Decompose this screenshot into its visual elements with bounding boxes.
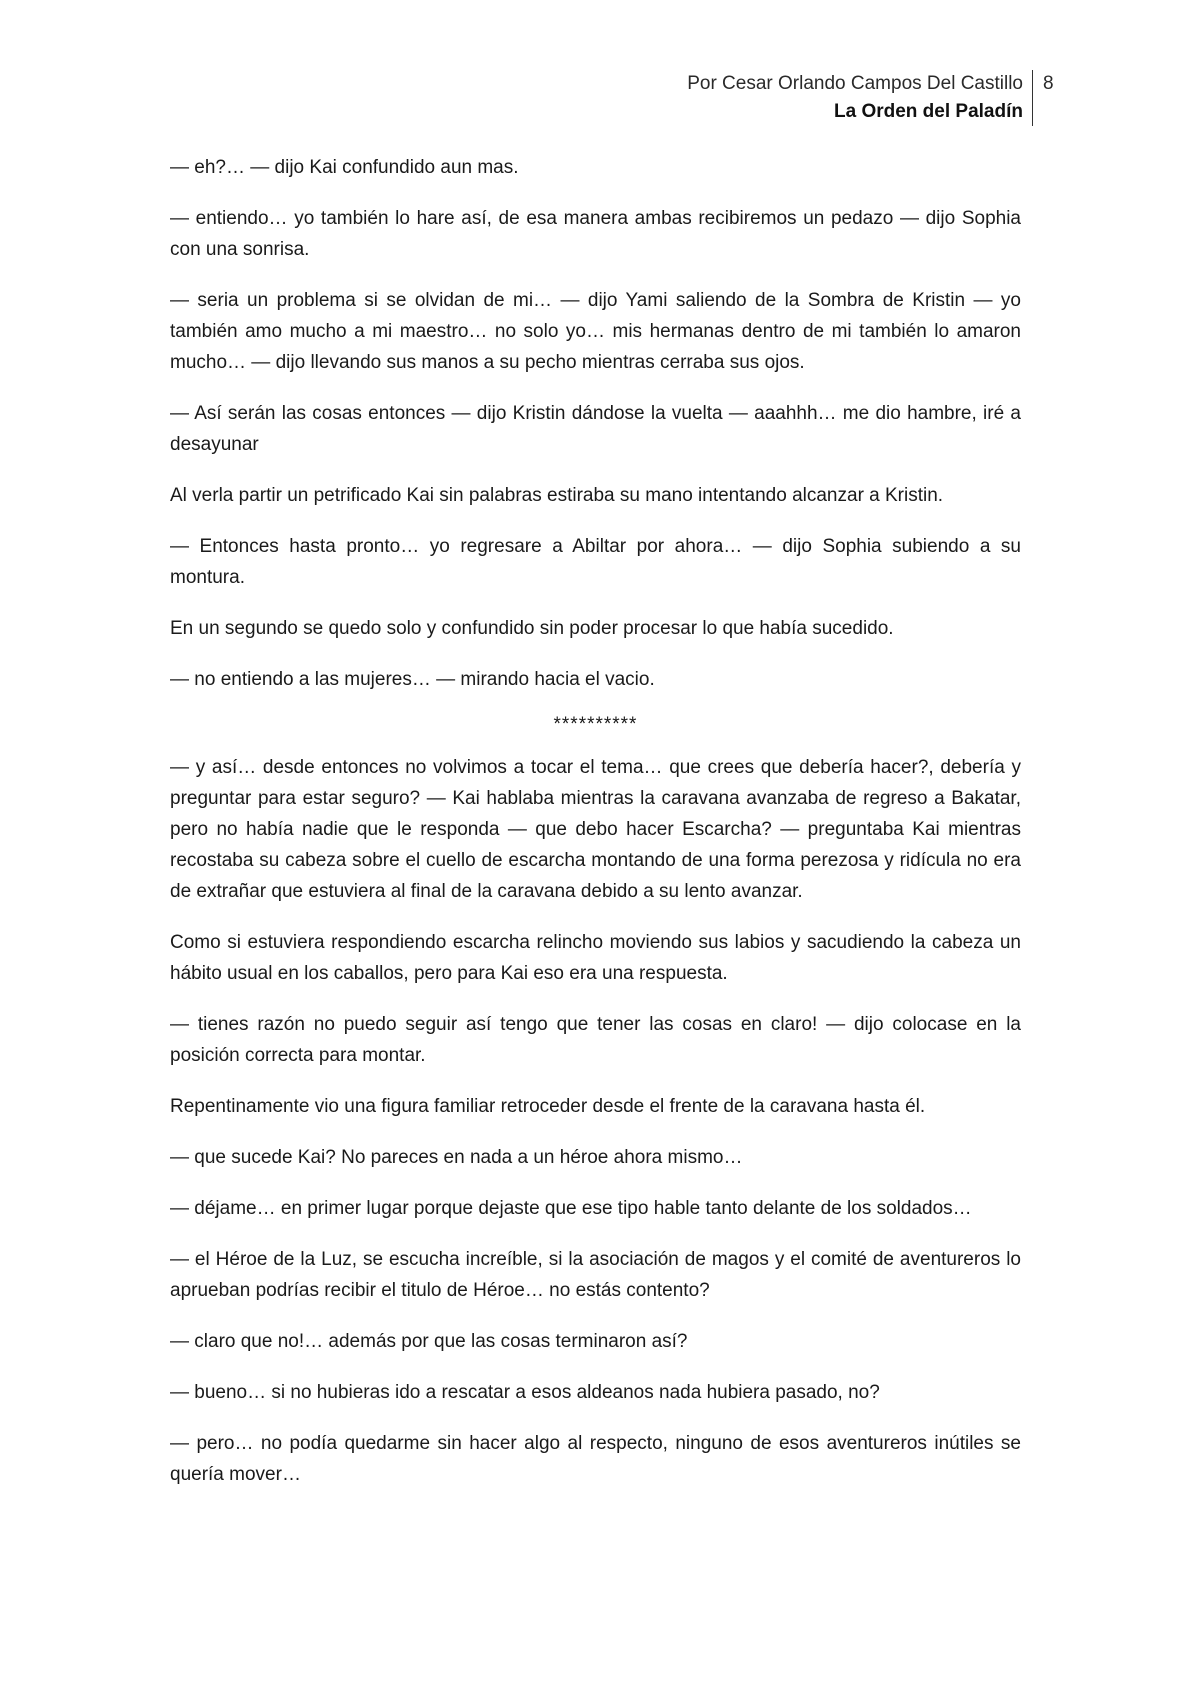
paragraph: — entiendo… yo también lo hare así, de esa manera ambas recibiremos un pedazo — dijo Sophia con una sonrisa.	[170, 208, 1021, 260]
paragraph: En un segundo se quedo solo y confundido sin poder procesar lo que había sucedido.	[170, 618, 894, 639]
paragraph: — claro que no!… además por que las cosas terminaron así?	[170, 1331, 688, 1352]
paragraph: — déjame… en primer lugar porque dejaste que ese tipo hable tanto delante de los soldados…	[170, 1198, 972, 1219]
paragraph: — y así… desde entonces no volvimos a tocar el tema… que crees que debería hacer?, debería y preguntar para estar seguro? — Kai hablaba mientras la caravana avanzaba de regreso a Bakatar, pero no había nadie que le responda — que debo hacer Escarcha? — preguntaba Kai mientras recostaba su cabeza sobre el cuello de escarcha montando de una forma perezosa y ridícula no era de extrañar que estuviera al final de la caravana debido a su lento avanzar.	[170, 757, 1021, 902]
paragraph: — pero… no podía quedarme sin hacer algo al respecto, ninguno de esos aventureros inútiles se quería mover…	[170, 1433, 1021, 1485]
header-author: Por Cesar Orlando Campos Del Castillo	[687, 73, 1023, 94]
paragraph: — eh?… — dijo Kai confundido aun mas.	[170, 157, 519, 178]
paragraph: — seria un problema si se olvidan de mi… — dijo Yami saliendo de la Sombra de Kristin — yo también amo mucho a mi maestro… no solo yo… mis hermanas dentro de mi también lo amaron mucho… — dijo llevando sus manos a su pecho mientras cerraba sus ojos.	[170, 290, 1021, 373]
paragraph: — no entiendo a las mujeres… — mirando hacia el vacio.	[170, 669, 655, 690]
running-header	[687, 70, 1023, 126]
paragraph: — el Héroe de la Luz, se escucha increíble, si la asociación de magos y el comité de aventureros lo aprueban podrías recibir el titulo de Héroe… no estás contento?	[170, 1249, 1021, 1301]
paragraph: Al verla partir un petrificado Kai sin palabras estiraba su mano intentando alcanzar a Kristin.	[170, 485, 944, 506]
paragraph: — Así serán las cosas entonces — dijo Kristin dándose la vuelta — aaahhh… me dio hambre, iré a desayunar	[170, 403, 1021, 455]
paragraph: Repentinamente vio una figura familiar retroceder desde el frente de la caravana hasta él.	[170, 1096, 926, 1117]
header-book-title: La Orden del Paladín	[834, 101, 1023, 122]
body-text	[170, 152, 1021, 1510]
scene-separator: **********	[553, 714, 638, 735]
paragraph: Como si estuviera respondiendo escarcha relincho moviendo sus labios y sacudiendo la cabeza un hábito usual en los caballos, pero para Kai eso era una respuesta.	[170, 932, 1021, 984]
paragraph: — tienes razón no puedo seguir así tengo que tener las cosas en claro! — dijo colocase en la posición correcta para montar.	[170, 1014, 1021, 1066]
paragraph: — Entonces hasta pronto… yo regresare a Abiltar por ahora… — dijo Sophia subiendo a su montura.	[170, 536, 1021, 588]
paragraph: — bueno… si no hubieras ido a rescatar a esos aldeanos nada hubiera pasado, no?	[170, 1382, 880, 1403]
paragraph: — que sucede Kai? No pareces en nada a un héroe ahora mismo…	[170, 1147, 743, 1168]
page-number: 8	[1043, 73, 1054, 94]
header-divider	[1032, 70, 1033, 126]
